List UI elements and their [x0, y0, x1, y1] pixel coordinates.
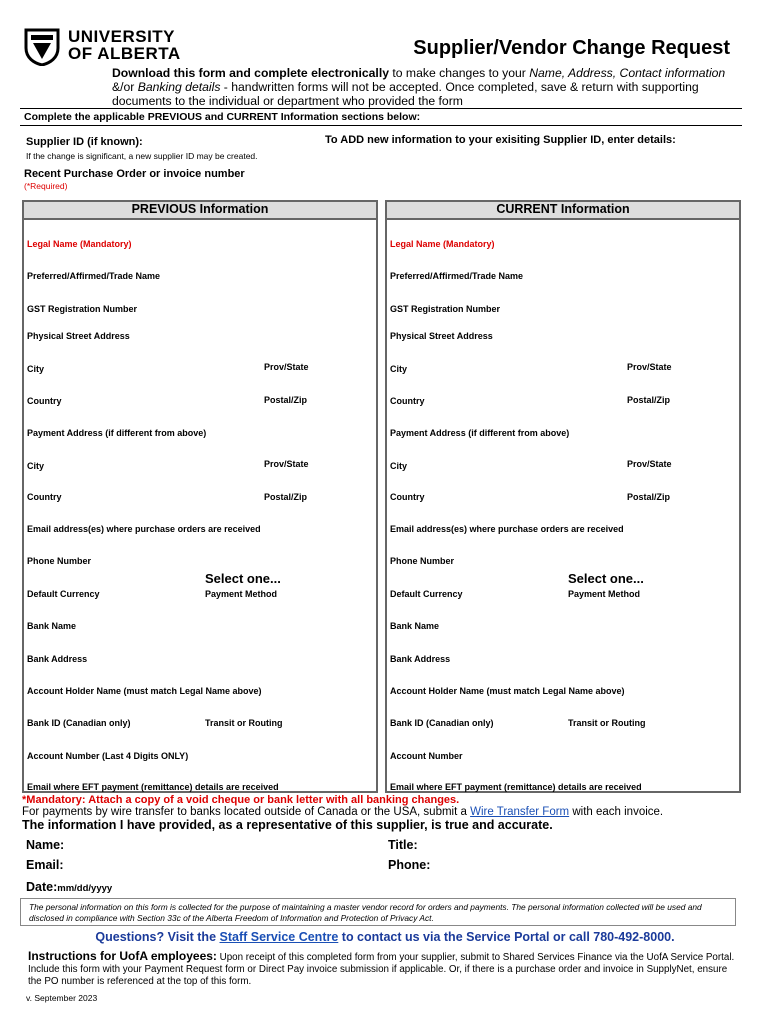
current-pay-postal[interactable]: Postal/Zip [627, 492, 671, 502]
previous-holder[interactable]: Account Holder Name (must match Legal Name above) [27, 686, 262, 696]
current-pay-country[interactable]: Country [390, 492, 425, 502]
previous-pay-country[interactable]: Country [27, 492, 62, 502]
version: v. September 2023 [26, 993, 98, 1003]
name-field[interactable]: Name: [26, 838, 65, 852]
previous-postal[interactable]: Postal/Zip [264, 395, 308, 405]
required-note: (*Required) [24, 181, 68, 191]
title-field[interactable]: Title: [388, 838, 418, 852]
intro-part3: - handwritten forms will not be accepted. Once completed, save & return with supporting documents to the individual or department who provided the form [112, 80, 699, 108]
current-select[interactable]: Select one... [568, 571, 644, 586]
previous-panel [22, 200, 378, 793]
supplier-id-note: If the change is significant, a new supplier ID may be created. [26, 151, 258, 161]
previous-email-po[interactable]: Email address(es) where purchase orders are received [27, 524, 261, 534]
previous-pay-city[interactable]: City [27, 461, 45, 471]
instructions-title: Instructions for UofA employees: [28, 949, 217, 963]
questions-post: to contact us via the Service Portal or call 780-492-8000. [338, 930, 675, 944]
employee-instructions [28, 950, 738, 988]
current-legal-name[interactable]: Legal Name (Mandatory) [390, 239, 495, 249]
previous-transit[interactable]: Transit or Routing [205, 718, 283, 728]
current-street[interactable]: Physical Street Address [390, 331, 493, 341]
current-header: CURRENT Information [387, 202, 739, 220]
previous-account[interactable]: Account Number (Last 4 Digits ONLY) [27, 751, 189, 761]
divider [20, 125, 742, 126]
current-pay-city[interactable]: City [390, 461, 408, 471]
intro-em1: Name, Address, Contact information [529, 66, 726, 80]
phone-field[interactable]: Phone: [388, 858, 431, 872]
questions-line [0, 930, 770, 944]
previous-eft-email[interactable]: Email where EFT payment (remittance) details are received [27, 782, 279, 792]
previous-legal-name[interactable]: Legal Name (Mandatory) [27, 239, 132, 249]
current-bank-id[interactable]: Bank ID (Canadian only) [390, 718, 494, 728]
intro-part2: &/or [112, 80, 138, 94]
date-field[interactable] [26, 878, 112, 896]
questions-pre: Questions? Visit the [95, 930, 220, 944]
previous-prov[interactable]: Prov/State [264, 362, 309, 372]
current-email-po[interactable]: Email address(es) where purchase orders are received [390, 524, 624, 534]
attestation: The information I have provided, as a representative of this supplier, is true and accurate. [22, 818, 553, 832]
email-field[interactable]: Email: [26, 858, 64, 872]
add-new-label: To ADD new information to your exisiting Supplier ID, enter details: [325, 134, 676, 146]
logo-line1: UNIVERSITY [68, 27, 176, 46]
current-country[interactable]: Country [390, 396, 425, 406]
intro-text [112, 66, 732, 108]
current-panel [385, 200, 741, 793]
previous-city[interactable]: City [27, 364, 45, 374]
wire-post: with each invoice. [569, 806, 664, 818]
current-gst[interactable]: GST Registration Number [390, 304, 501, 314]
previous-pay-postal[interactable]: Postal/Zip [264, 492, 308, 502]
current-account[interactable]: Account Number [390, 751, 463, 761]
current-prov[interactable]: Prov/State [627, 362, 672, 372]
previous-phone[interactable]: Phone Number [27, 556, 92, 566]
current-phone[interactable]: Phone Number [390, 556, 455, 566]
current-postal[interactable]: Postal/Zip [627, 395, 671, 405]
page-title: Supplier/Vendor Change Request [413, 37, 730, 59]
current-preferred-name[interactable]: Preferred/Affirmed/Trade Name [390, 271, 524, 281]
intro-part1: to make changes to your [388, 66, 530, 80]
crest-icon [22, 26, 62, 66]
logo-line2: OF ALBERTA [68, 44, 181, 63]
current-currency[interactable]: Default Currency [390, 589, 463, 599]
staff-service-centre-link[interactable]: Staff Service Centre [219, 930, 339, 944]
current-bank-address[interactable]: Bank Address [390, 654, 451, 664]
current-pay-prov[interactable]: Prov/State [627, 459, 672, 469]
intro-bold: Download this form and complete electronically [112, 66, 389, 80]
current-bank-name[interactable]: Bank Name [390, 621, 440, 631]
complete-instruction: Complete the applicable PREVIOUS and CURRENT Information sections below: [24, 111, 421, 123]
instructions-text: Upon receipt of this completed form from your supplier, submit to Shared Services Finance via the UofA Service Portal. Include this form with your Payment Request form or Direct Pay invoice submission if applicable. Or, if there is a purchase order and invoice in SupplyNet, ensure the PO number is referenced at the top of this form. [28, 952, 735, 987]
wire-transfer-note [22, 806, 663, 818]
current-eft-email[interactable]: Email where EFT payment (remittance) details are received [390, 782, 642, 792]
intro-em2: Banking details [137, 80, 221, 94]
date-format: mm/dd/yyyy [57, 883, 113, 894]
previous-street[interactable]: Physical Street Address [27, 331, 130, 341]
previous-pay-prov[interactable]: Prov/State [264, 459, 309, 469]
previous-gst[interactable]: GST Registration Number [27, 304, 138, 314]
previous-bank-id[interactable]: Bank ID (Canadian only) [27, 718, 131, 728]
supplier-id-label: Supplier ID (if known): [26, 136, 143, 148]
previous-payment-address[interactable]: Payment Address (if different from above) [27, 428, 207, 438]
current-city[interactable]: City [390, 364, 408, 374]
current-method[interactable]: Payment Method [568, 589, 641, 599]
university-logo [22, 26, 202, 66]
current-payment-address[interactable]: Payment Address (if different from above) [390, 428, 570, 438]
po-label: Recent Purchase Order or invoice number [24, 168, 245, 180]
mandatory-notice: *Mandatory: Attach a copy of a void cheque or bank letter with all banking changes. [22, 794, 460, 806]
current-transit[interactable]: Transit or Routing [568, 718, 646, 728]
previous-bank-address[interactable]: Bank Address [27, 654, 88, 664]
wire-pre: For payments by wire transfer to banks located outside of Canada or the USA, submit a [22, 806, 471, 818]
previous-select[interactable]: Select one... [205, 571, 281, 586]
wire-transfer-link[interactable]: Wire Transfer Form [470, 806, 570, 818]
previous-bank-name[interactable]: Bank Name [27, 621, 77, 631]
divider [20, 108, 742, 109]
previous-preferred-name[interactable]: Preferred/Affirmed/Trade Name [27, 271, 161, 281]
privacy-notice: The personal information on this form is collected for the purpose of maintaining a master vendor record for orders and payments. The personal information collected will be used and disclosed in compliance with Section 33c of the Alberta Freedom of Information and Protection of Privacy Act. [20, 898, 736, 926]
current-holder[interactable]: Account Holder Name (must match Legal Name above) [390, 686, 625, 696]
previous-country[interactable]: Country [27, 396, 62, 406]
previous-currency[interactable]: Default Currency [27, 589, 100, 599]
previous-method[interactable]: Payment Method [205, 589, 278, 599]
logo-text [68, 28, 181, 62]
previous-header: PREVIOUS Information [24, 202, 376, 220]
date-label: Date: [26, 880, 58, 894]
